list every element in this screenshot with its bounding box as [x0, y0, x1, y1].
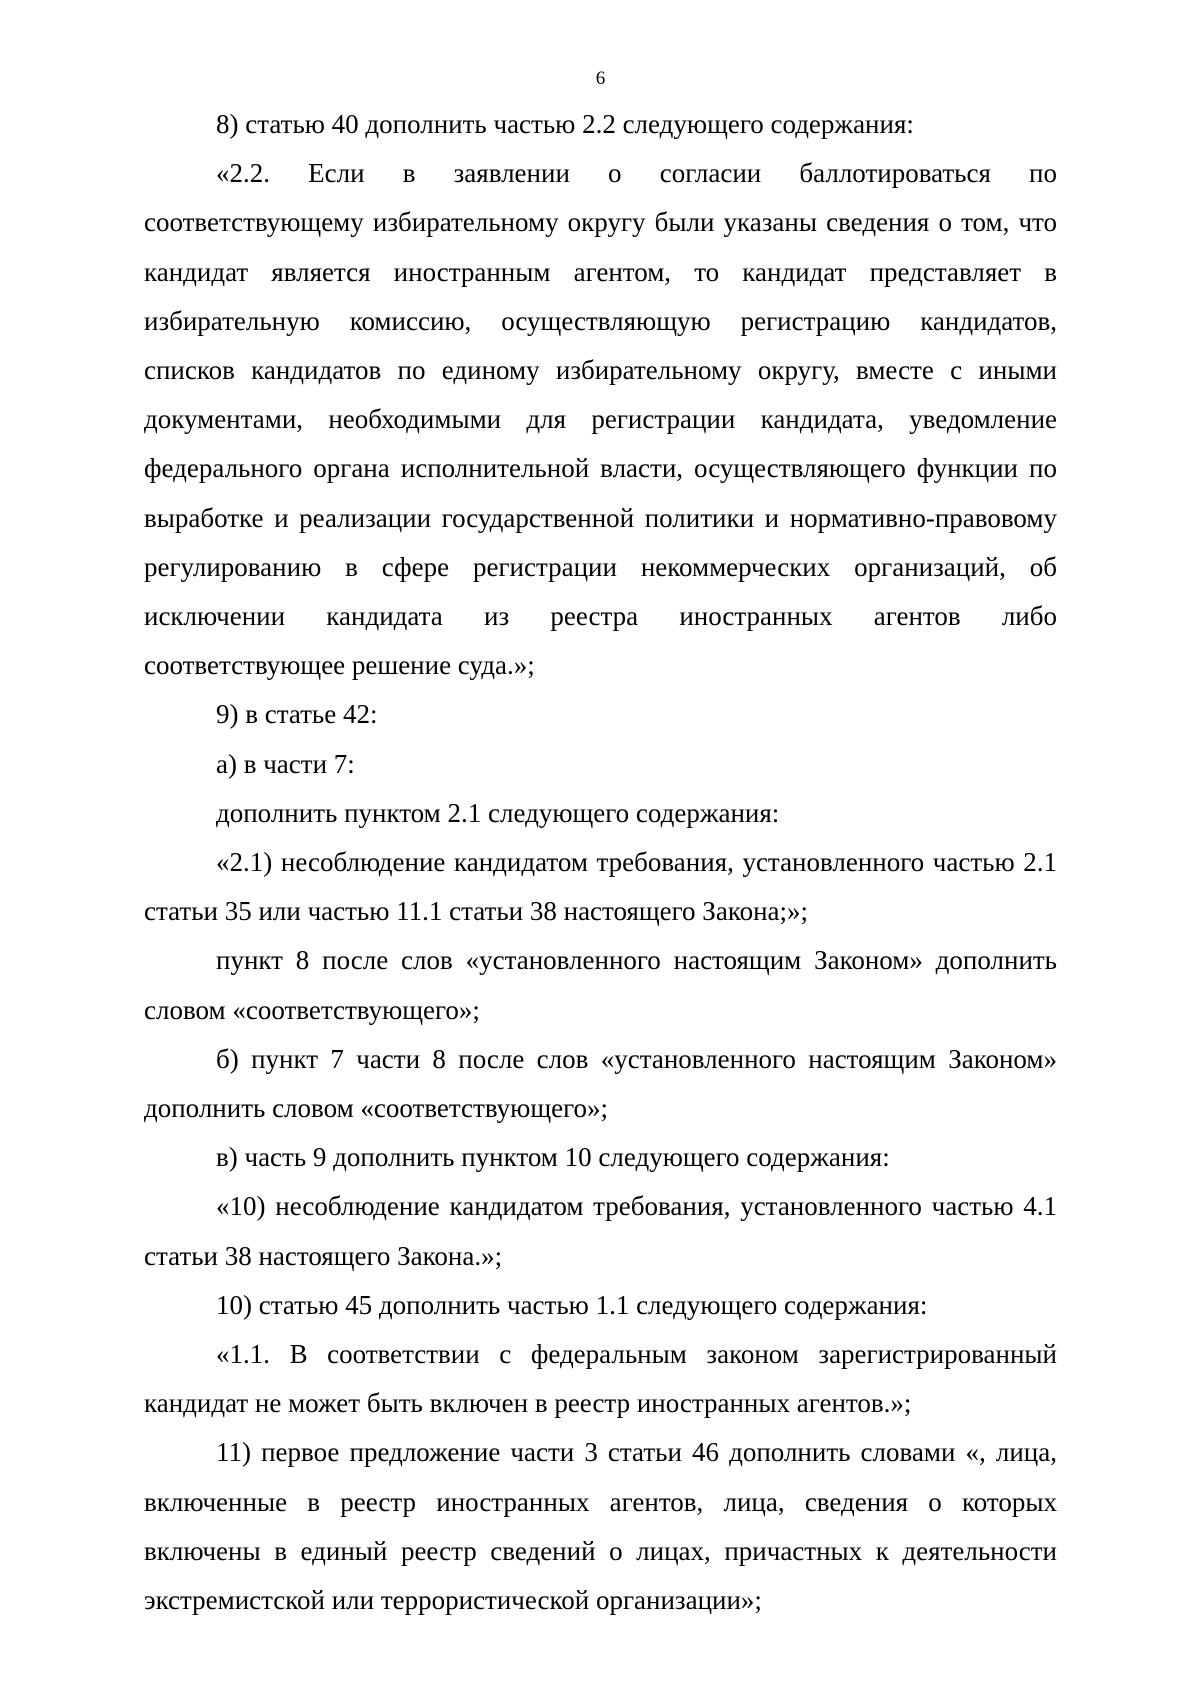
paragraph-item-11: 11) первое предложение части 3 статьи 46 дополнить словами «, лица, включенные в реестр иностранных агентов, лица, сведения о которых включены в единый реестр сведений о лицах, причастных к деятельности экстремистской или террористической организации»;	[144, 1437, 1057, 1616]
paragraph-part-1-1-text: «1.1. В соответствии с федеральным законом зарегистрированный кандидат не может быть включен в реестр иностранных агентов.»;	[144, 1339, 1057, 1419]
paragraph-item-9: 9) в статье 42:	[216, 699, 378, 730]
paragraph-subitem-a: а) в части 7:	[216, 748, 355, 779]
paragraph-point-2-1-text: «2.1) несоблюдение кандидатом требования, установленного частью 2.1 статьи 35 или частью 11.1 статьи 38 настоящего Закона;»;	[144, 847, 1057, 927]
document-body	[144, 100, 1057, 1625]
page-number: 6	[595, 68, 606, 89]
paragraph-subitem-b: б) пункт 7 части 8 после слов «установленного настоящим Законом» дополнить словом «соответствующего»;	[144, 1043, 1057, 1124]
paragraph-part-2-2-text: «2.2. Если в заявлении о согласии баллотироваться по соответствующему избирательному округу были указаны сведения о том, что кандидат является иностранным агентом, то кандидат представляет в избирательную комиссию, осуществляющую регистрацию кандидатов, списков кандидатов по единому избирательному округу, вместе с иными документами, необходимыми для регистрации кандидата, уведомление федерального органа исполнительной власти, осуществляющего функции по выработке и реализации государственной политики и нормативно-правовому регулированию в сфере регистрации некоммерческих организаций, об исключении кандидата из реестра иностранных агентов либо соответствующее решение суда.»;	[144, 158, 1057, 681]
paragraph-subitem-v: в) часть 9 дополнить пунктом 10 следующего содержания:	[216, 1142, 890, 1173]
paragraph-item-8: 8) статью 40 дополнить частью 2.2 следующего содержания:	[216, 109, 914, 139]
paragraph-point-8-amendment: пункт 8 после слов «установленного настоящим Законом» дополнить словом «соответствующего»;	[144, 945, 1057, 1025]
paragraph-point-10-text: «10) несоблюдение кандидатом требования, установленного частью 4.1 статьи 38 настоящего Закона.»;	[144, 1191, 1057, 1271]
paragraph-item-10: 10) статью 45 дополнить частью 1.1 следующего содержания:	[216, 1289, 928, 1320]
paragraph-add-point-2-1: дополнить пунктом 2.1 следующего содержания:	[216, 797, 780, 828]
